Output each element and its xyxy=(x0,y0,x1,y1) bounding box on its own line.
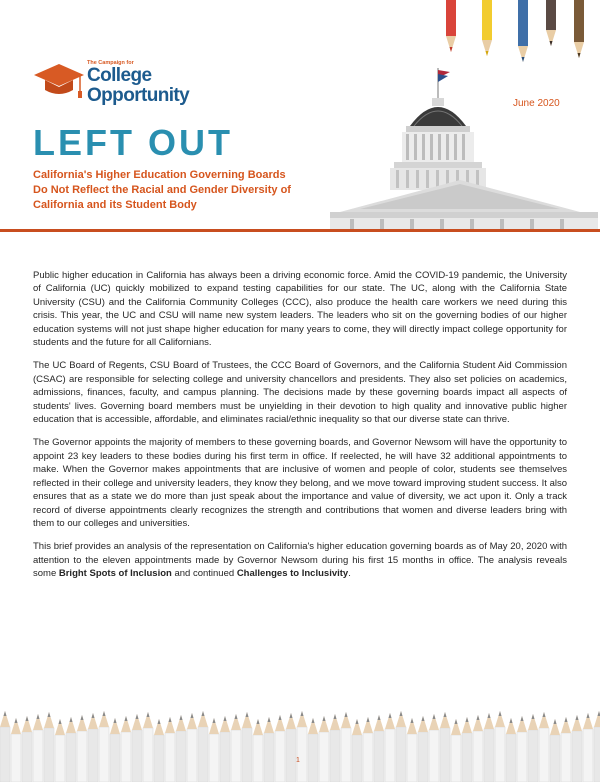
capitol-dome-image xyxy=(310,62,600,230)
logo-college: College xyxy=(87,65,152,86)
page-title: LEFT OUT xyxy=(33,122,233,163)
logo-opportunity: Opportunity xyxy=(87,85,190,106)
paragraph-1: Public higher education in California has always been a driving economic force. Amid the COVID-19 pandemic, the University of California (UC) quickly mobilized to expand testing capabilities for our state. The UC, along with the California State University (CSU) and the California Community Colleges (CCC), also produce the health care workers we need during this crisis. This year, the UC and CSU will name new system leaders. The leaders who sit on the governing bodies of our higher education systems will not just shape higher education for many years to come, they will directly impact college opportunity for students and the future for all Californians. xyxy=(33,270,567,349)
bright-spots-highlight: Bright Spots of Inclusion xyxy=(58,568,172,580)
colored-pencils-image xyxy=(440,0,600,62)
body-text xyxy=(33,269,567,591)
page-subtitle: California's Higher Education Governing Boards Do Not Reflect the Racial and Gender Diversity of California and its Student Body xyxy=(33,169,291,211)
pencil-row-image xyxy=(0,705,600,782)
paragraph-3: The Governor appoints the majority of members to these governing boards, and Governor Newsom will have the opportunity to appoint 23 key leaders to these bodies during his first term in office. If reelected, he will have 32 additional appointments to make. When the Governor makes appointments that are inclusive of women and people of color, students see themselves reflected in their college and university leaders, they know they belong, and we move toward improving student success. It also ensures that as a state we do more than just speak about the importance and value of diversity, we act upon it. Only a track record of diverse appointments clearly recognizes the strength and contributions that women and diverse leaders bring with them to our colleges and universities. xyxy=(33,437,567,529)
publication-date: June 2020 xyxy=(513,98,560,109)
header-divider xyxy=(0,229,600,232)
paragraph-4-start: This brief provides an analysis of the representation on California's higher education governing boards as of May 20, 2020 with attention to the eleven appointments made by Governor Newsom during his first 15 months in office. The analysis reveals some xyxy=(33,541,567,580)
paragraph-4 xyxy=(33,540,567,580)
paragraph-2: The UC Board of Regents, CSU Board of Trustees, the CCC Board of Governors, and the California Student Aid Commission (CSAC) are responsible for selecting college and university chancellors and presidents. They also set policies on academics, admissions, finances, faculty, and campus planning. The decisions made by these governing boards impact all aspects of students' lives. Governing board members must be unyielding in their devotion to high quality and innovative public higher education that is accessible, affordable, and eliminates racial/ethnic inequality so that our diverse state can thrive. xyxy=(33,360,567,426)
logo-tagline: The Campaign for xyxy=(87,60,134,66)
campaign-logo xyxy=(33,60,203,110)
graduation-cap-icon xyxy=(33,62,85,104)
paragraph-4-end: . xyxy=(348,568,351,580)
challenges-highlight: Challenges to Inclusivity xyxy=(236,568,349,580)
paragraph-4-mid: and continued xyxy=(171,568,237,580)
page-number: 1 xyxy=(296,757,300,764)
